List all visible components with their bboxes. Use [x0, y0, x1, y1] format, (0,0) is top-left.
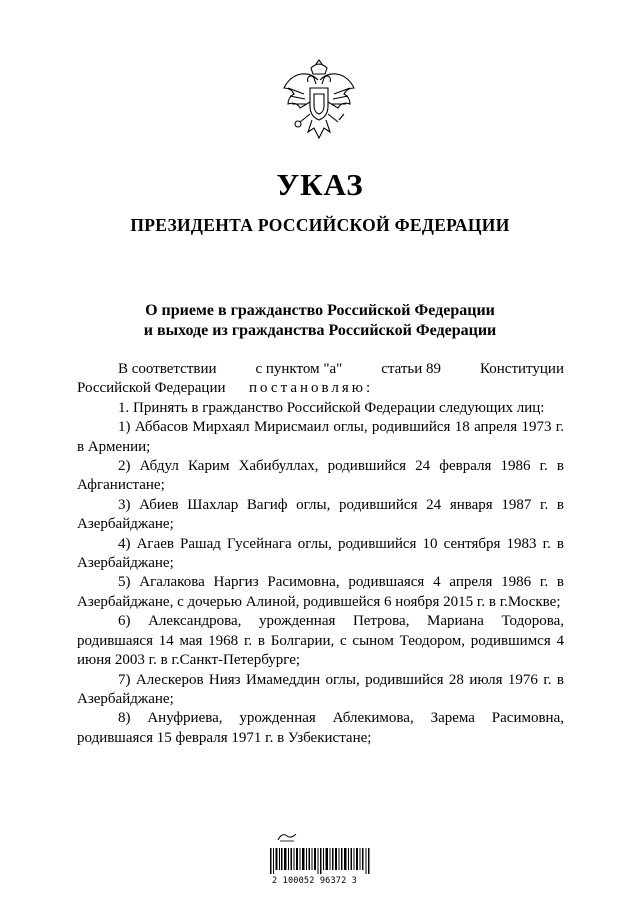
list-item: 7) Алескеров Нияз Имамеддин оглы, родившийся 28 июля 1976 г. в Азербайджане; [77, 671, 564, 707]
printer-mark-icon [276, 830, 298, 842]
intro-word-4: Конституции [480, 361, 564, 377]
intro-paragraph [77, 360, 564, 379]
intro-word-1: В соответствии [118, 361, 217, 377]
list-item: 3) Абиев Шахлар Вагиф оглы, родившийся 24 января 1987 г. в Азербайджане; [77, 496, 564, 533]
decree-heading [0, 301, 640, 341]
clause-1: 1. Принять в гражданство Российской Федерации следующих лиц: [118, 399, 545, 416]
decree-body [77, 360, 564, 748]
list-item: 6) Александрова, урожденная Петрова, Мариана Тодорова, родившаяся 14 мая 1968 г. в Болгарии, с сыном Теодором, родившимся 4 июня 2003 г. в г.Санкт-Петербурге; [77, 613, 564, 669]
intro-word-3: статьи 89 [381, 361, 442, 377]
list-item: 2) Абдул Карим Хабибуллах, родившийся 24 февраля 1986 г. в Афганистане; [77, 458, 564, 494]
intro-line-2: Российской Федерации [77, 380, 226, 397]
list-item: 1) Аббасов Мирхаял Мирисмаил оглы, родившийся 18 апреля 1973 г. в Армении; [77, 419, 564, 455]
heading-line-1: О приеме в гражданство Российской Федерации [145, 302, 495, 319]
list-item: 8) Ануфриева, урожденная Аблекимова, Зарема Расимовна, родившаяся 15 февраля 1971 г. в Узбекистане; [77, 710, 564, 746]
document-subtitle: ПРЕЗИДЕНТА РОССИЙСКОЙ ФЕДЕРАЦИИ [130, 215, 510, 235]
document-title: УКАЗ [276, 167, 364, 202]
intro-paragraph-cont [77, 379, 564, 398]
barcode-number: 2 100052 96372 3 [272, 876, 358, 886]
coat-of-arms-icon [278, 58, 360, 148]
list-item: 4) Агаев Рашад Гусейнага оглы, родившийся 10 сентября 1983 г. в Азербайджане; [77, 535, 564, 572]
heading-line-2: и выходе из гражданства Российской Федерации [143, 322, 497, 339]
barcode-icon [270, 848, 370, 874]
intro-word-2: с пунктом "а" [255, 361, 343, 377]
list-item: 5) Агалакова Наргиз Расимовна, родившаяся 4 апреля 1986 г. в Азербайджане, с дочерью Алиной, родившейся 6 ноября 2015 г. в г.Москве; [77, 574, 564, 610]
decree-verb: постановляю: [249, 380, 374, 397]
